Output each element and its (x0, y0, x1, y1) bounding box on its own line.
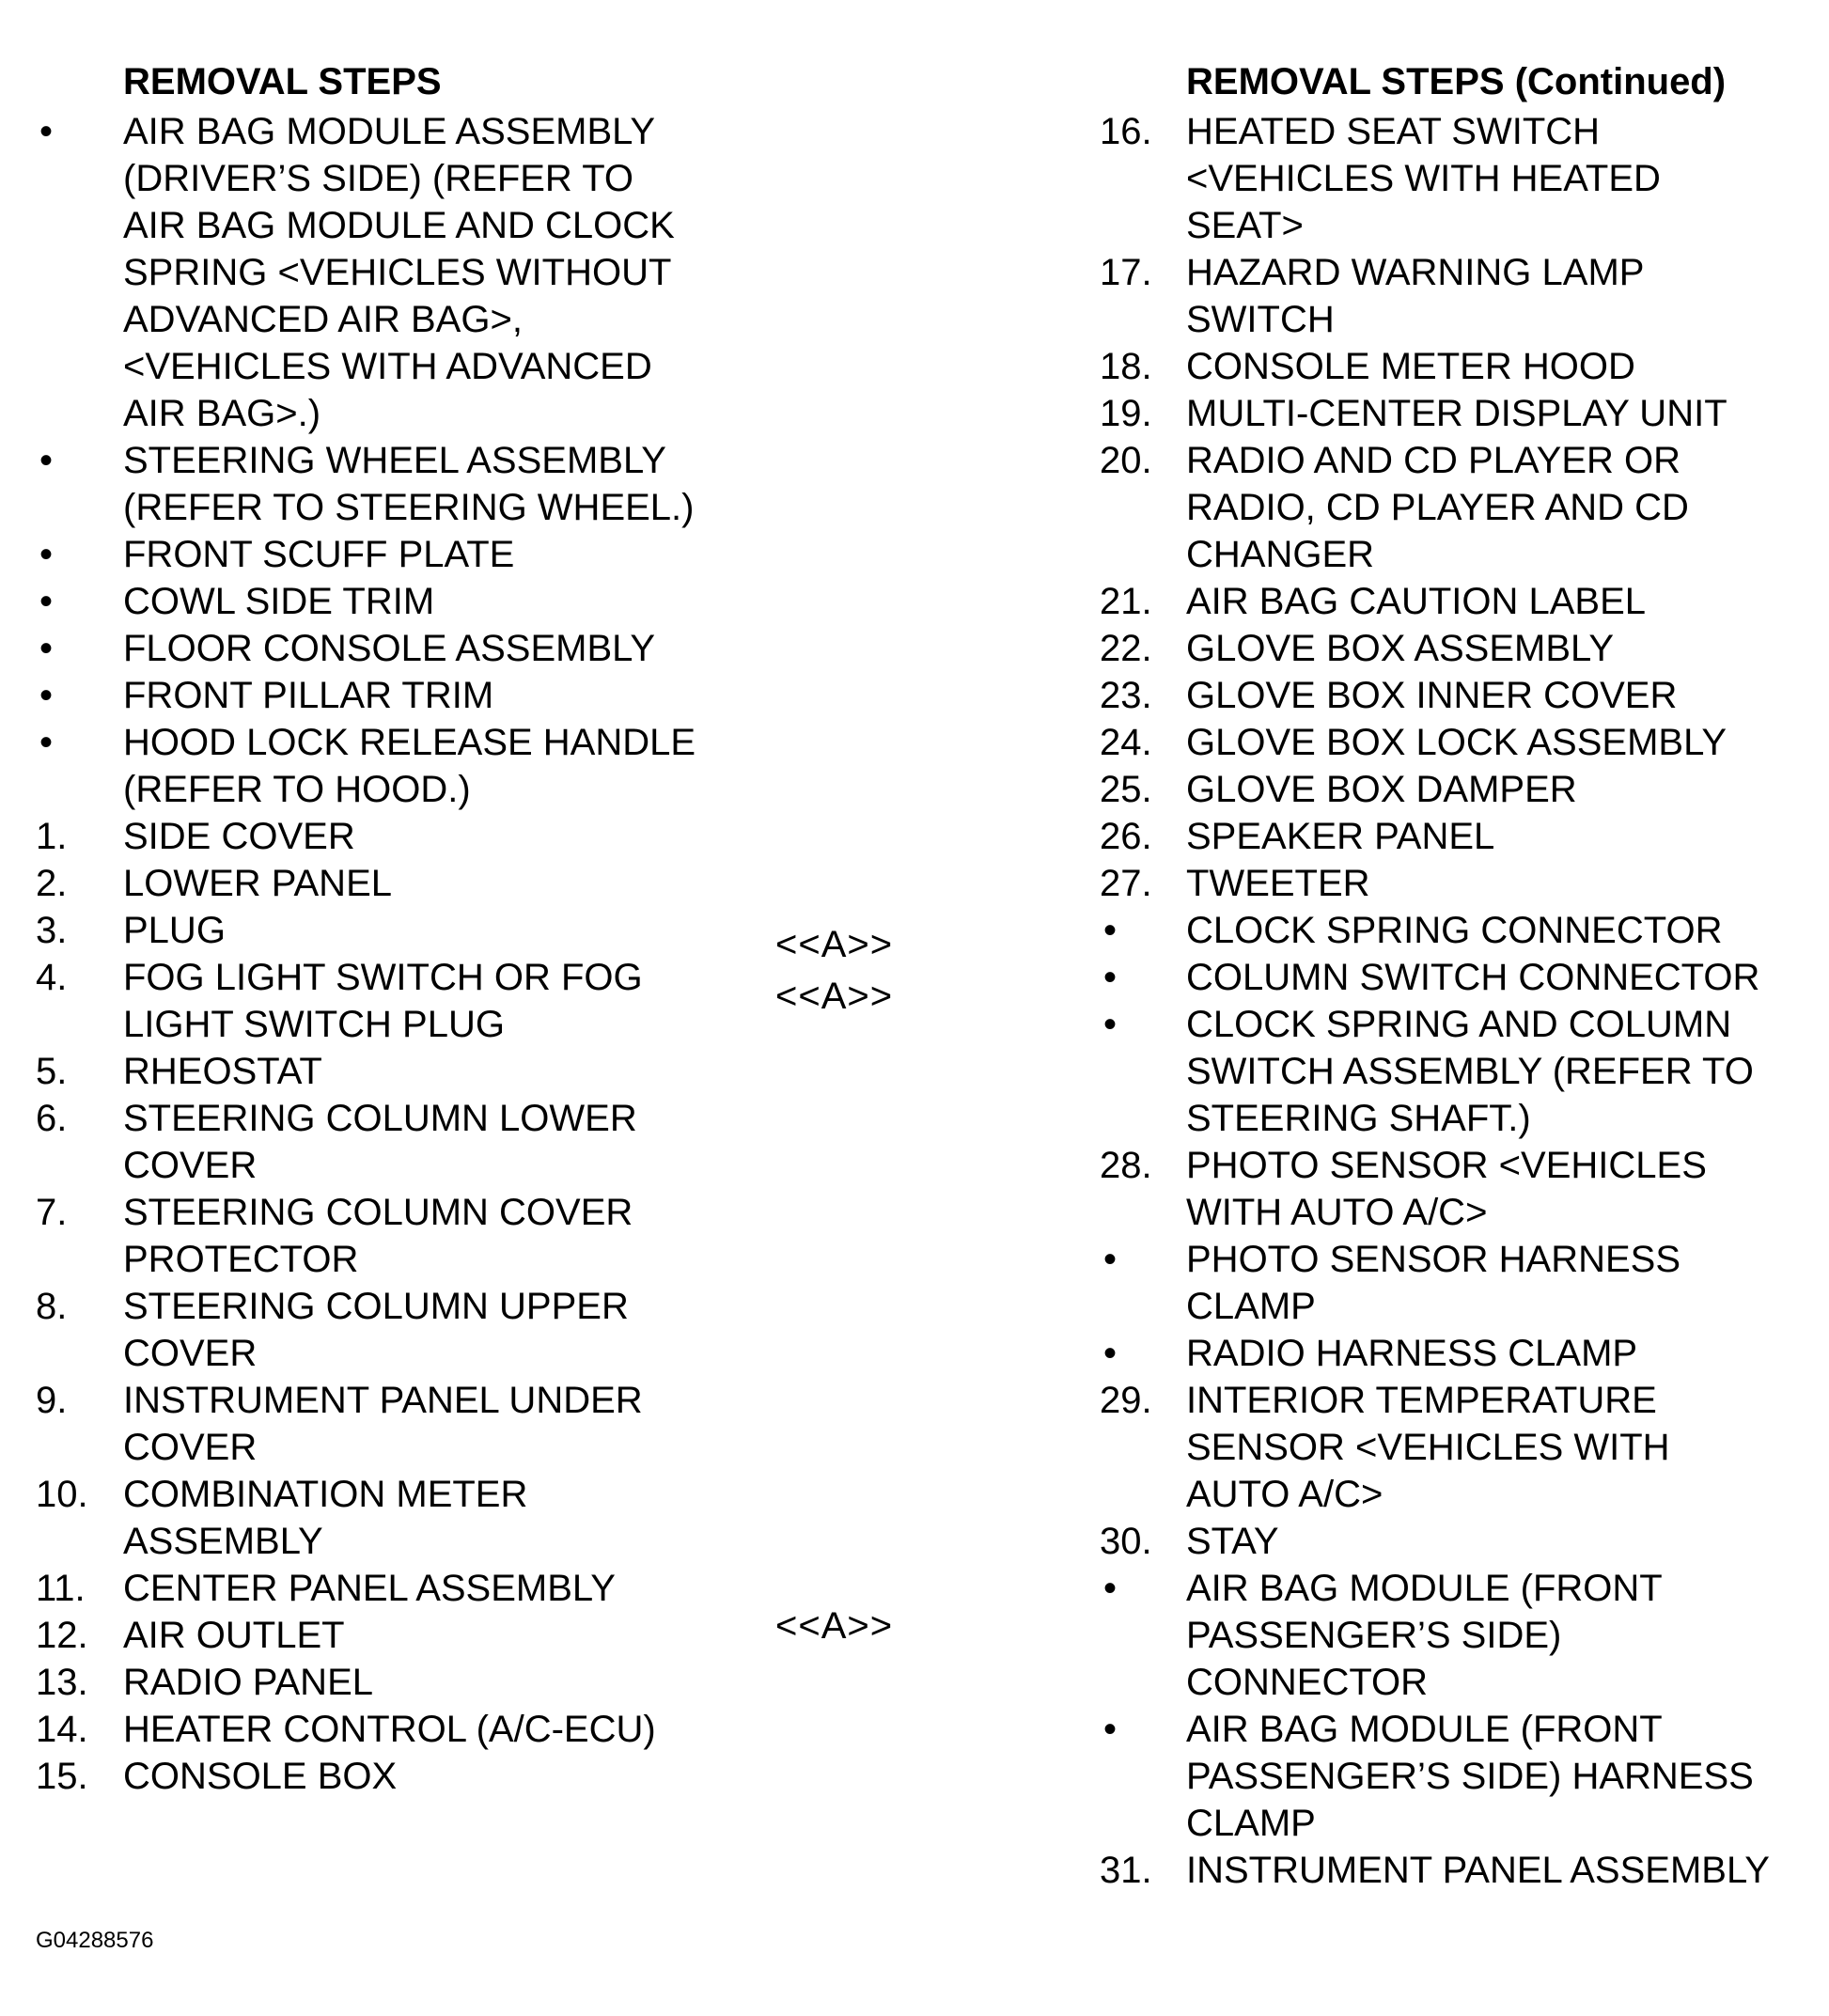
list-item (1100, 907, 1823, 954)
item-text: HOOD LOCK RELEASE HANDLE (REFER TO HOOD.) (123, 722, 696, 810)
list-item (1100, 1236, 1823, 1330)
bullet-icon: • (1103, 1004, 1118, 1045)
step-number: 6. (36, 1098, 68, 1139)
list-item (36, 625, 976, 672)
item-text: CLOCK SPRING AND COLUMN SWITCH ASSEMBLY (REFER TO STEERING SHAFT.) (1186, 1004, 1754, 1139)
list-item (36, 437, 976, 531)
step-number: 4. (36, 957, 68, 998)
item-text: LOWER PANEL (123, 863, 392, 904)
item-text: FLOOR CONSOLE ASSEMBLY (123, 628, 656, 669)
step-number: 21. (1100, 581, 1152, 622)
bullet-icon: • (39, 722, 54, 763)
item-text: AIR BAG MODULE (FRONT PASSENGER’S SIDE) HARNESS CLAMP (1186, 1709, 1754, 1844)
item-text: CONSOLE BOX (123, 1756, 398, 1797)
bullet-icon: • (39, 581, 54, 622)
bullet-icon: • (39, 111, 54, 152)
step-number: 10. (36, 1474, 88, 1515)
step-number: 1. (36, 816, 68, 857)
reference-mark: <<A>> (775, 976, 894, 1017)
item-text: PLUG (123, 910, 226, 951)
list-item (1100, 437, 1823, 578)
step-number: 15. (36, 1756, 88, 1797)
bullet-icon: • (1103, 1568, 1118, 1609)
step-number: 16. (1100, 111, 1152, 152)
bullet-icon: • (1103, 1239, 1118, 1280)
list-item (1100, 860, 1823, 907)
list-item (1100, 1706, 1823, 1847)
step-number: 7. (36, 1192, 68, 1233)
item-text: COWL SIDE TRIM (123, 581, 435, 622)
step-number: 18. (1100, 346, 1152, 387)
bullet-icon: • (39, 675, 54, 716)
item-text: MULTI-CENTER DISPLAY UNIT (1186, 393, 1727, 434)
list-item (1100, 672, 1823, 719)
item-text: RADIO AND CD PLAYER OR RADIO, CD PLAYER AND CD CHANGER (1186, 440, 1689, 575)
item-text: RADIO PANEL (123, 1662, 373, 1703)
list-item (36, 1048, 976, 1095)
list-item (1100, 813, 1823, 860)
list-item (1100, 1330, 1823, 1377)
item-text: STEERING COLUMN COVER PROTECTOR (123, 1192, 633, 1280)
list-item (36, 1283, 976, 1377)
bullet-icon: • (39, 440, 54, 481)
item-text: TWEETER (1186, 863, 1370, 904)
list-item (36, 578, 976, 625)
bullet-icon: • (39, 534, 54, 575)
item-text: GLOVE BOX LOCK ASSEMBLY (1186, 722, 1727, 763)
list-item (36, 108, 976, 437)
item-text: CONSOLE METER HOOD (1186, 346, 1635, 387)
step-number: 11. (36, 1568, 86, 1609)
step-number: 14. (36, 1709, 88, 1750)
figure-id: G04288576 (36, 1928, 154, 1953)
list-item (1100, 1001, 1823, 1142)
list-item (36, 531, 976, 578)
reference-mark: <<A>> (775, 924, 894, 965)
item-text: GLOVE BOX INNER COVER (1186, 675, 1678, 716)
list-item (1100, 108, 1823, 249)
list-item (1100, 719, 1823, 766)
step-number: 24. (1100, 722, 1152, 763)
list-item (1100, 625, 1823, 672)
step-number: 19. (1100, 393, 1152, 434)
step-number: 20. (1100, 440, 1152, 481)
item-text: STEERING WHEEL ASSEMBLY (REFER TO STEERING WHEEL.) (123, 440, 695, 528)
list-item (1100, 766, 1823, 813)
step-number: 13. (36, 1662, 88, 1703)
item-text: SIDE COVER (123, 816, 355, 857)
step-number: 2. (36, 863, 68, 904)
list-item (36, 1659, 976, 1706)
list-item (1100, 1847, 1823, 1894)
left-heading: REMOVAL STEPS (123, 61, 442, 102)
step-number: 28. (1100, 1145, 1152, 1186)
list-item (36, 1471, 976, 1565)
list-item (1100, 954, 1823, 1001)
list-item (1100, 1377, 1823, 1518)
right-column (1100, 58, 1823, 1894)
list-item (1100, 1565, 1823, 1706)
bullet-icon: • (1103, 910, 1118, 951)
step-number: 26. (1100, 816, 1152, 857)
list-item (1100, 390, 1823, 437)
step-number: 25. (1100, 769, 1152, 810)
item-text: AIR BAG CAUTION LABEL (1186, 581, 1647, 622)
item-text: INSTRUMENT PANEL UNDER COVER (123, 1380, 643, 1468)
list-item (36, 672, 976, 719)
item-text: GLOVE BOX ASSEMBLY (1186, 628, 1614, 669)
item-text: HEATED SEAT SWITCH <VEHICLES WITH HEATED SEAT> (1186, 111, 1661, 246)
item-text: GLOVE BOX DAMPER (1186, 769, 1577, 810)
list-item (36, 1377, 976, 1471)
list-item (1100, 1518, 1823, 1565)
item-text: HEATER CONTROL (A/C-ECU) (123, 1709, 656, 1750)
item-text: PHOTO SENSOR HARNESS CLAMP (1186, 1239, 1681, 1327)
list-item (1100, 578, 1823, 625)
item-text: HAZARD WARNING LAMP SWITCH (1186, 252, 1645, 340)
item-text: SPEAKER PANEL (1186, 816, 1495, 857)
reference-mark: <<A>> (775, 1605, 894, 1647)
item-text: INSTRUMENT PANEL ASSEMBLY (1186, 1850, 1770, 1891)
bullet-icon: • (1103, 1709, 1118, 1750)
item-text: COLUMN SWITCH CONNECTOR (1186, 957, 1760, 998)
list-item (1100, 1142, 1823, 1236)
item-text: STEERING COLUMN UPPER COVER (123, 1286, 629, 1374)
item-text: AIR BAG MODULE ASSEMBLY (DRIVER’S SIDE) (REFER TO AIR BAG MODULE AND CLOCK SPRING <VEHICLES WITHOUT ADVANCED AIR BAG>, <VEHICLES WITH ADVANCED AIR BAG>.) (123, 111, 675, 434)
item-text: CLOCK SPRING CONNECTOR (1186, 910, 1723, 951)
right-heading: REMOVAL STEPS (Continued) (1186, 61, 1727, 102)
item-text: CENTER PANEL ASSEMBLY (123, 1568, 616, 1609)
item-text: STAY (1186, 1521, 1279, 1562)
list-item (36, 1706, 976, 1753)
item-text: FRONT PILLAR TRIM (123, 675, 494, 716)
right-removal-list (1100, 108, 1823, 1894)
step-number: 17. (1100, 252, 1152, 293)
item-text: PHOTO SENSOR <VEHICLES WITH AUTO A/C> (1186, 1145, 1707, 1233)
item-text: INTERIOR TEMPERATURE SENSOR <VEHICLES WITH AUTO A/C> (1186, 1380, 1670, 1515)
bullet-icon: • (1103, 1333, 1118, 1374)
step-number: 30. (1100, 1521, 1152, 1562)
step-number: 27. (1100, 863, 1152, 904)
list-item (36, 1095, 976, 1189)
step-number: 3. (36, 910, 68, 951)
step-number: 31. (1100, 1850, 1152, 1891)
step-number: 8. (36, 1286, 68, 1327)
item-text: AIR BAG MODULE (FRONT PASSENGER’S SIDE) CONNECTOR (1186, 1568, 1663, 1703)
item-text: RHEOSTAT (123, 1051, 322, 1092)
list-item (1100, 249, 1823, 343)
item-text: FOG LIGHT SWITCH OR FOG LIGHT SWITCH PLUG (123, 957, 643, 1045)
list-item (36, 719, 976, 813)
item-text: STEERING COLUMN LOWER COVER (123, 1098, 637, 1186)
step-number: 9. (36, 1380, 68, 1421)
list-item (36, 860, 976, 907)
item-text: AIR OUTLET (123, 1615, 345, 1656)
step-number: 29. (1100, 1380, 1152, 1421)
bullet-icon: • (1103, 957, 1118, 998)
step-number: 23. (1100, 675, 1152, 716)
list-item (36, 813, 976, 860)
list-item (36, 1753, 976, 1800)
item-text: COMBINATION METER ASSEMBLY (123, 1474, 528, 1562)
step-number: 12. (36, 1615, 88, 1656)
list-item (1100, 343, 1823, 390)
item-text: RADIO HARNESS CLAMP (1186, 1333, 1638, 1374)
step-number: 22. (1100, 628, 1152, 669)
list-item (36, 1189, 976, 1283)
bullet-icon: • (39, 628, 54, 669)
item-text: FRONT SCUFF PLATE (123, 534, 515, 575)
step-number: 5. (36, 1051, 68, 1092)
